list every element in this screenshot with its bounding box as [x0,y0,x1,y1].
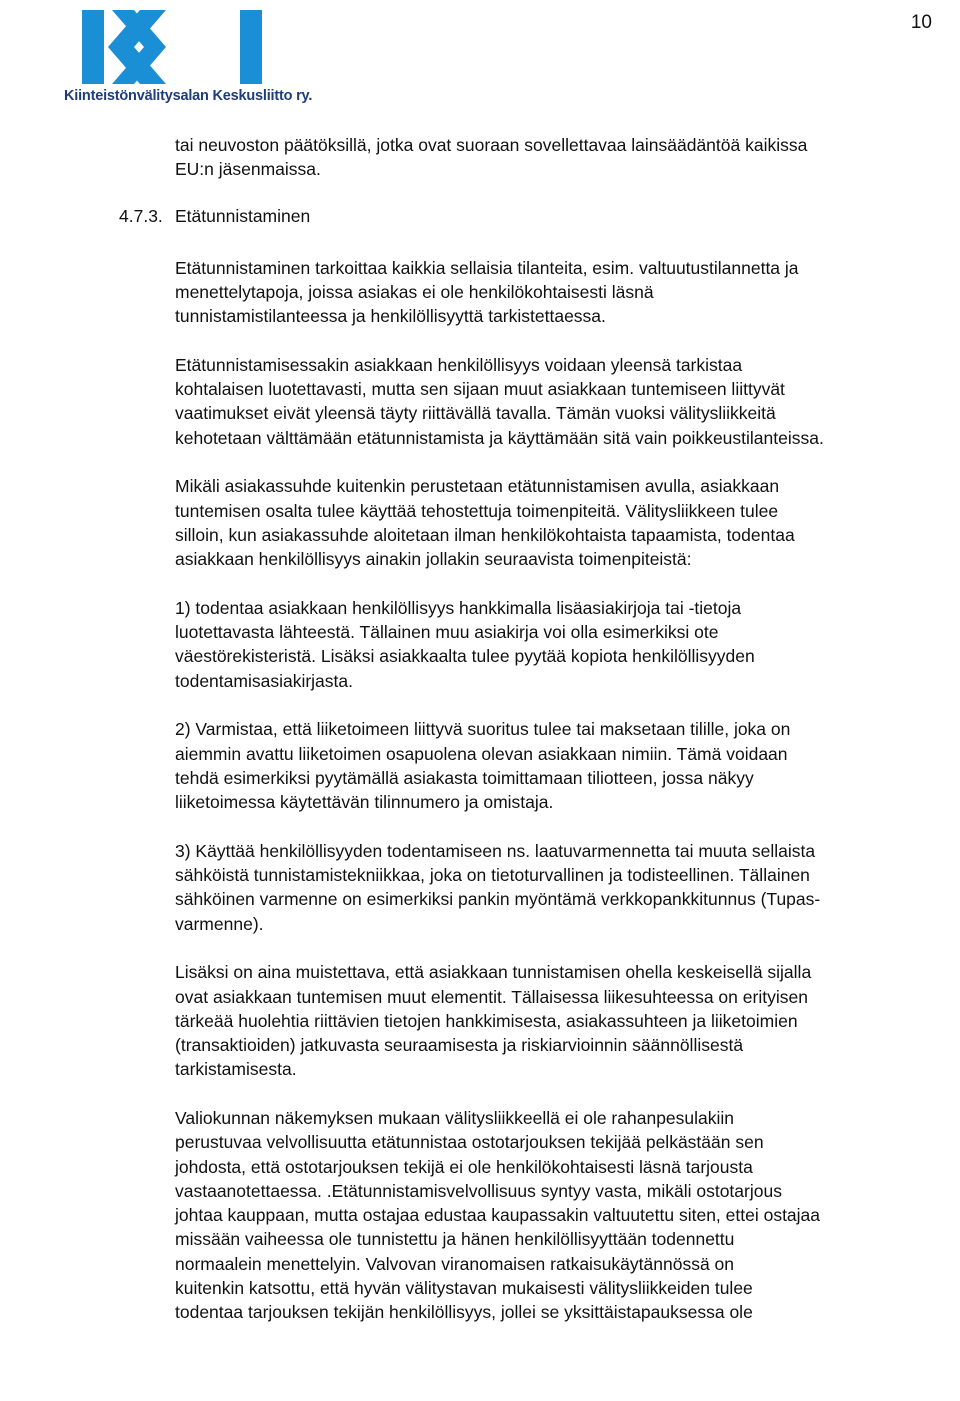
list-item-1: 1) todentaa asiakkaan henkilöllisyys hankkimalla lisäasiakirjoja tai -tietoja luotettavasta lähteestä. Tällainen muu asiakirja voi olla esimerkiksi ote väestörekisteristä. Lisäksi asiakkaalta tulee pyytää kopiota henkilöllisyyden todentamisasiakirjasta. [175,597,755,691]
list-item-3: 3) Käyttää henkilöllisyyden todentamiseen ns. laatuvarmennetta tai muuta sellaista sähköistä tunnistamistekniikkaa, joka on tietoturvallinen ja todisteellinen. Tällainen sähköinen varmenne on esimerkiksi pankin myöntämä verkkopankkitunnus (Tupas- varmenne). [175,840,821,934]
kvkl-logo [64,10,313,105]
section-number: 4.7.3. [119,206,163,226]
paragraph-enhanced-measures: Mikäli asiakassuhde kuitenkin perustetaan etätunnistamisen avulla, asiakkaan tuntemisen osalta tulee käyttää tehostettuja toimenpiteitä. Välitysliikkeen tulee silloin, kun asiakassuhde aloitetaan ilman henkilökohtaista tapaamista, todentaa asiakkaan henkilöllisyys ainakin jollakin seuraavista toimenpiteistä: [175,476,795,570]
paragraph-customer-knowledge: Lisäksi on aina muistettava, että asiakkaan tunnistamisen ohella keskeisellä sijalla ovat asiakkaan tuntemisen muut elementit. Tällaisessa liikesuhteessa on erityisen tärkeää huolehtia riittävien tietojen hankkimisesta, asiakassuhteen ja liiketoimien (transaktioiden) jatkuvasta seuraamisesta ja riskiarvioinnin säännöllisestä tarkistamisesta. [175,962,812,1080]
kvkl-logo-icon [82,10,262,84]
list-item-2: 2) Varmistaa, että liiketoimeen liittyvä suoritus tulee tai maksetaan tilille, joka on aiemmin avattu liiketoimen osapuolena olevan asiakkaan nimiin. Tämä voidaan tehdä esimerkiksi pyytämällä asiakasta toimittamaan tiliotteen, jossa näkyy liiketoimessa käytettävän tilinnumero ja omistaja. [175,719,791,813]
paragraph-identification: Etätunnistamisessakin asiakkaan henkilöllisyys voidaan yleensä tarkistaa kohtalaisen luotettavasti, mutta sen sijaan muut asiakkaan tuntemiseen liittyvät vaatimukset eivät yleensä täyty riittävällä tavalla. Tämän vuoksi välitysliikkeitä kehotetaan välttämään etätunnistamista ja käyttämään sitä vain poikkeustilanteissa. [175,354,824,448]
paragraph-definition: Etätunnistaminen tarkoittaa kaikkia sellaisia tilanteita, esim. valtuutustilannetta ja menettelytapoja, joissa asiakas ei ole henkilökohtaisesti läsnä tunnistamistilanteessa ja henkilöllisyyttä tarkistettaessa. [175,257,799,327]
page-number: 10 [910,12,932,33]
document-body [175,133,945,1349]
section-title: Etätunnistaminen [175,206,311,226]
paragraph-continuation: tai neuvoston päätöksillä, jotka ovat suoraan sovellettavaa lainsäädäntöä kaikissa EU:n jäsenmaissa. [175,135,808,180]
logo-text: Kiinteistönvälitysalan Keskusliitto ry. [64,88,313,104]
paragraph-committee-view: Valiokunnan näkemyksen mukaan välitysliikkeellä ei ole rahanpesulakiin perustuvaa velvollisuutta etätunnistaa ostotarjouksen tekijää pelkästään sen johdosta, että ostotarjouksen tekijä ei ole henkilökohtaisesti läsnä tarjousta vastaanotettaessa. .Etätunnistamisvelvollisuus syntyy vasta, mikäli ostotarjous johtaa kauppaan, mutta ostajaa edustaa kaupassakin valtuutettu siten, ettei ostajaa missään vaiheessa ole tunnistettu ja hänen henkilöllisyyttään todennettu normaalein menettelyin. Valvovan viranomaisen ratkaisukäytännössä on kuitenkin katsottu, että hyvän välitystavan mukaisesti välitysliikkeiden tulee todentaa tarjouksen tekijän henkilöllisyys, jollei se yksittäistapauksessa ole [175,1107,821,1323]
